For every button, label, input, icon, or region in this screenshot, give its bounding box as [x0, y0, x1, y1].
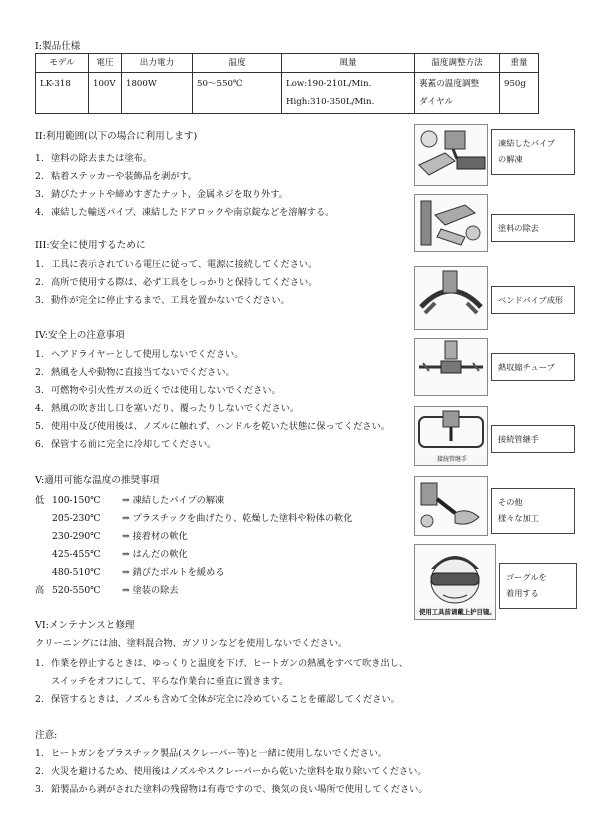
airflow-low: Low:190-210L/Min.: [286, 79, 372, 89]
heat-shrink-illustration: [414, 338, 488, 396]
temp-row: 230-290℃ ⇒ 接着材の軟化: [52, 531, 188, 542]
airflow-high: High:310-350L/Min.: [286, 97, 375, 107]
list-item: 2. 熱風を人や動物に直接当てないでください。: [35, 367, 235, 378]
temp-row: 425-455℃ ⇒ はんだの軟化: [52, 549, 188, 560]
high-label: 高: [35, 585, 45, 596]
figure-label-pipe-fitting: 接続管継手: [491, 425, 575, 453]
figure-label-goggles: ゴーグルを 着用する: [499, 563, 577, 609]
value-power: 1800W: [122, 73, 193, 114]
spec-table: [35, 53, 539, 114]
low-label: 低: [35, 495, 45, 506]
header-adjust: 温度調整方法: [415, 54, 500, 73]
list-item: 2. 粘着ステッカーや装飾品を剥がす。: [35, 171, 198, 182]
list-item: 1. 工具に表示されている電圧に従って、電源に接続してください。: [35, 259, 318, 270]
list-item: 2. 保管するときは、ノズルも含めて全体が完全に冷めていることを確認してください。: [35, 694, 400, 705]
spec-title: I:製品仕様: [35, 41, 81, 52]
header-power: 出力電力: [122, 54, 193, 73]
value-voltage: 100V: [89, 73, 122, 114]
value-airflow: [282, 73, 415, 114]
figure-label-frozen-pipe: 凍結したパイプ の解凍: [491, 129, 575, 175]
figure-label-paint-removal: 塗料の除去: [491, 214, 575, 242]
list-item: 1. ヒートガンをプラスチック製品(スクレーパー等)と一緒に使用しないでください。: [35, 748, 388, 759]
header-temp: 温度: [193, 54, 282, 73]
list-item: 3. 錆びたナットや締めすぎたナット、金属ネジを取り外す。: [35, 189, 288, 200]
other-processing-illustration: [414, 476, 488, 536]
adjust-line2: ダイヤル: [419, 97, 454, 107]
frozen-pipe-illustration: [414, 124, 488, 186]
safe-use-title: III:安全に使用するために: [35, 240, 146, 251]
value-model: LK-318: [36, 73, 89, 114]
list-item: 3. 可燃物や引火性ガスの近くでは使用しないでください。: [35, 385, 281, 396]
value-adjust: [415, 73, 500, 114]
value-temp: 50～550℃: [193, 73, 282, 114]
cautions-title: IV:安全上の注意事項: [35, 330, 125, 341]
bend-pipe-illustration: [414, 266, 488, 330]
maintenance-title: VI:メンテナンスと修理: [35, 620, 135, 631]
temps-title: V:適用可能な温度の推奨事項: [35, 475, 160, 486]
figure-label-other-processing: その他 様々な加工: [491, 488, 575, 534]
list-item: 1. 塗料の除去または塗布。: [35, 153, 153, 164]
list-item: 2. 火災を避けるため、使用後はノズルやスクレーパーから乾いた塗料を取り除いてください。: [35, 766, 427, 777]
temp-row: 480-510℃ ⇒ 錆びたボルトを緩める: [52, 567, 225, 578]
list-item: 3. 動作が完全に停止するまで、工具を置かないでください。: [35, 295, 290, 306]
list-item: 2. 高所で使用する際は、必ず工具をしっかりと保持してください。: [35, 277, 318, 288]
list-item: 4. 熱風の吹き出し口を塞いだり、覆ったりしないでください。: [35, 403, 300, 414]
list-item: 1. ヘアドライヤーとして使用しないでください。: [35, 349, 244, 360]
value-weight: 950g: [500, 73, 539, 114]
temp-row: 低 100-150℃ ⇒ 凍結したパイプの解凍: [35, 492, 224, 506]
goggles-illustration: [414, 544, 496, 620]
list-item: 6. 保管する前に完全に冷却してください。: [35, 439, 217, 450]
list-item: 5. 使用中及び使用後は、ノズルに触れず、ハンドルを乾いた状態に保ってください。: [35, 421, 390, 432]
adjust-line1: 裏蓋の温度調整: [419, 79, 480, 89]
header-weight: 重量: [500, 54, 539, 73]
spec-value-row: [36, 73, 539, 114]
figure-label-bend-pipe: ベンドパイプ成形: [491, 286, 575, 314]
temp-row: 高 520-550℃ ⇒ 塗装の除去: [35, 582, 179, 596]
list-item: 4. 凍結した輸送パイプ、凍結したドアロックや南京錠などを溶解する。: [35, 207, 335, 218]
scope-title: II:利用範囲(以下の場合に利用します): [35, 131, 198, 142]
paint-removal-illustration: [414, 194, 488, 252]
figure-caption: 接続管继手: [437, 456, 468, 463]
header-model: モデル: [36, 54, 89, 73]
notes-title: 注意:: [35, 730, 58, 741]
maintenance-intro: クリーニングには油、塗料混合物、ガソリンなどを使用しないでください。: [35, 638, 348, 649]
header-voltage: 電圧: [89, 54, 122, 73]
goggles-caption: 使用工具前请戴上护目镜。: [419, 608, 496, 616]
list-item-continuation: スイッチをオフにして、平らな作業台に垂直に置きます。: [51, 676, 289, 687]
temp-row: 205-230℃ ⇒ プラスチックを曲げたり、乾燥した塗料や粉体の軟化: [52, 513, 353, 524]
spec-header-row: [36, 54, 539, 73]
pipe-fitting-illustration: [414, 406, 488, 466]
header-airflow: 風量: [282, 54, 415, 73]
figure-label-heat-shrink: 熱収縮チューブ: [491, 353, 575, 381]
list-item: 1. 作業を停止するときは、ゆっくりと温度を下げ、ヒートガンの熱風をすべて吹き出し、: [35, 658, 409, 669]
list-item: 3. 鉛製品から剥がされた塗料の残留物は有毒ですので、換気の良い場所で使用してください。: [35, 784, 428, 795]
